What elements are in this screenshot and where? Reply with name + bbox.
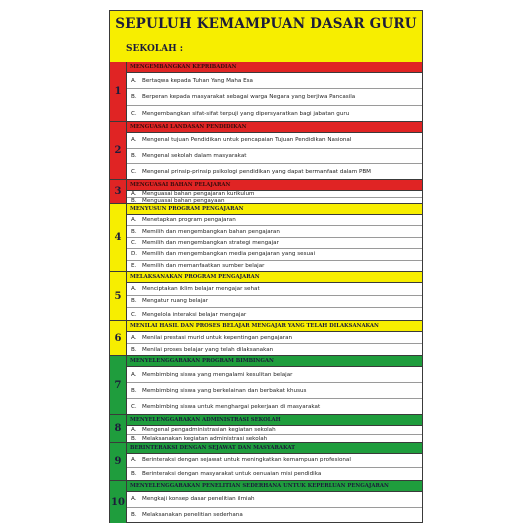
section-items — [127, 454, 422, 480]
list-item — [127, 332, 422, 344]
list-item — [127, 215, 422, 226]
list-item — [127, 383, 422, 399]
list-item — [127, 164, 422, 180]
list-item — [127, 226, 422, 237]
item-text: Bertaqwa kepada Tuhan Yang Maha Esa — [142, 77, 253, 84]
section-number: 5 — [110, 272, 127, 320]
item-letter: A. — [131, 217, 137, 224]
section-items — [127, 492, 422, 523]
item-text: Mengenal pengadministrasian kegiatan sekolah — [142, 426, 276, 433]
section-items — [127, 73, 422, 121]
list-item — [127, 454, 422, 468]
item-text: Memilih dan mengembangkan bahan pengajaran — [142, 228, 280, 235]
section-heading: MELAKSANAKAN PROGRAM PENGAJARAN — [127, 272, 422, 283]
item-letter: A. — [131, 77, 137, 84]
item-text: Menguasai bahan pengayaan — [142, 197, 225, 204]
section-items — [127, 283, 422, 320]
list-item — [127, 492, 422, 508]
item-letter: B. — [131, 152, 137, 159]
item-letter: B. — [131, 512, 137, 519]
item-letter: A. — [131, 285, 137, 292]
section-number: 6 — [110, 321, 127, 355]
list-item — [127, 344, 422, 356]
item-text: Menilai proses belajar yang telah dilaksanakan — [142, 347, 274, 353]
item-letter: A. — [131, 457, 137, 464]
item-text: Menguasai bahan pengajaran kurikulum — [142, 191, 255, 197]
item-text: Membimbing siswa yang mengalami kesulitan belajar — [142, 371, 293, 378]
item-letter: B. — [131, 435, 137, 442]
item-text: Berinteraksi dengan sejawat untuk meningkatkan kemampuan profesional — [142, 457, 351, 464]
item-text: Berperan kepada masyarakat sebagai warga Negara yang berjiwa Pancasila — [142, 93, 356, 100]
sekolah-label: SEKOLAH : — [126, 44, 184, 54]
item-text: Memilih dan memanfaatkan sumber belajar — [142, 263, 265, 270]
list-item — [127, 435, 422, 444]
competency-section — [110, 415, 422, 443]
item-letter: A. — [131, 137, 137, 144]
item-text: Berinteraksi dengan masyarakat untuk oenuaian misi pendidika — [142, 471, 322, 478]
item-text: Menetapkan program pengajaran — [142, 217, 236, 224]
item-text: Mengelola interaksi belajar mengajar — [142, 311, 247, 318]
section-number: 9 — [110, 443, 127, 480]
section-heading: BERINTERAKSI DENGAN SEJAWAT DAN MASYARAKAT — [127, 443, 422, 454]
list-item — [127, 106, 422, 122]
section-heading: MENYELENGGARAKAN PROGRAM BIMBINGAN — [127, 356, 422, 367]
title-banner — [110, 11, 422, 63]
competency-section — [110, 62, 422, 122]
item-letter: A. — [131, 191, 137, 197]
item-letter: B. — [131, 228, 137, 235]
competency-section — [110, 443, 422, 481]
item-text: Membimbing siswa yang berkelainan dan berbakat khusus — [142, 387, 307, 394]
item-text: Memilih dan mengembangkan media pengajaran yang sesuai — [142, 251, 316, 258]
section-number: 2 — [110, 122, 127, 179]
list-item — [127, 508, 422, 524]
section-items — [127, 191, 422, 203]
item-letter: C. — [131, 169, 137, 176]
item-letter: B. — [131, 298, 137, 305]
item-letter: C. — [131, 110, 137, 117]
item-letter: D. — [131, 251, 138, 258]
item-text: Mengenal prinsip-prinsip psikologi pendidikan yang dapat bermanfaat dalam PBM — [142, 169, 372, 176]
item-text: Melaksanakan penelitian sederhana — [142, 512, 243, 519]
item-letter: B. — [131, 347, 137, 353]
list-item — [127, 261, 422, 272]
section-items — [127, 133, 422, 179]
list-item — [127, 296, 422, 309]
section-number: 1 — [110, 62, 127, 121]
section-heading: MENYELENGGARAKAN ADMINISTRASI SEKOLAH — [127, 415, 422, 426]
list-item — [127, 283, 422, 296]
item-text: Mengatur ruang belajar — [142, 298, 209, 305]
competency-section — [110, 122, 422, 180]
section-heading: MENGUASAI BAHAN PELAJARAN — [127, 180, 422, 191]
section-heading: MENYELENGGARAKAN PENELITIAN SEDERHANA UNTUK KEPERLUAN PENGAJARAN — [127, 481, 422, 492]
list-item — [127, 73, 422, 89]
item-text: Menilai prestasi murid untuk kepentingan pengajaran — [142, 334, 293, 341]
list-item — [127, 133, 422, 149]
list-item — [127, 468, 422, 482]
item-text: Mengkaji konsep dasar penelitian ilmiah — [142, 496, 255, 503]
poster — [109, 10, 423, 523]
section-items — [127, 367, 422, 414]
section-heading: MENGEMBANGKAN KEPRIBADIAN — [127, 62, 422, 73]
page-title: SEPULUH KEMAMPUAN DASAR GURU — [115, 16, 417, 32]
item-letter: A. — [131, 371, 137, 378]
item-letter: E. — [131, 263, 137, 270]
section-items — [127, 332, 422, 355]
section-heading: MENYUSUN PROGRAM PENGAJARAN — [127, 204, 422, 215]
item-letter: B. — [131, 387, 137, 394]
competency-section — [110, 204, 422, 272]
item-letter: A. — [131, 334, 137, 341]
section-number: 7 — [110, 356, 127, 414]
competency-section — [110, 180, 422, 204]
section-number: 3 — [110, 180, 127, 203]
list-item — [127, 399, 422, 415]
section-number: 4 — [110, 204, 127, 271]
item-letter: C. — [131, 311, 137, 318]
section-heading: MENILAI HASIL DAN PROSES BELAJAR MENGAJAR YANG TELAH DILAKSANAKAN — [127, 321, 422, 332]
item-text: Membimbing siswa untuk menghargai pekerjaan di masyarakat — [142, 404, 321, 410]
item-letter: B. — [131, 197, 137, 204]
list-item — [127, 149, 422, 165]
list-item — [127, 426, 422, 435]
item-letter: B. — [131, 471, 137, 478]
list-item — [127, 89, 422, 105]
item-letter: C. — [131, 404, 137, 410]
competency-section — [110, 481, 422, 523]
item-text: Memilih dan mengembangkan strategi mengajar — [142, 239, 279, 246]
list-item — [127, 367, 422, 383]
item-letter: A. — [131, 426, 137, 433]
item-letter: C. — [131, 239, 137, 246]
section-heading: MENGUASAI LANDASAN PENDIDIKAN — [127, 122, 422, 133]
item-text: Melaksanakan kegiatan administrasi sekolah — [142, 435, 268, 442]
list-item — [127, 249, 422, 260]
item-letter: A. — [131, 496, 137, 503]
competency-section — [110, 272, 422, 321]
item-text: Menciptakan iklim belajar mengajar sehat — [142, 285, 260, 292]
competency-section — [110, 356, 422, 415]
item-text: Mengenal sekolah dalam masyarakat — [142, 152, 247, 159]
section-number: 10 — [110, 481, 127, 523]
list-item — [127, 308, 422, 321]
competency-section — [110, 321, 422, 356]
item-text: Mengembangkan sifat-sifat terpuji yang dipersyaratkan bagi jabatan guru — [142, 110, 350, 117]
item-letter: B. — [131, 93, 137, 100]
section-items — [127, 215, 422, 271]
item-text: Mengenal tujuan Pendidikan untuk pencapaian Tujuan Pendidikan Nasional — [142, 137, 352, 144]
section-number: 8 — [110, 415, 127, 442]
list-item — [127, 238, 422, 249]
section-items — [127, 426, 422, 442]
